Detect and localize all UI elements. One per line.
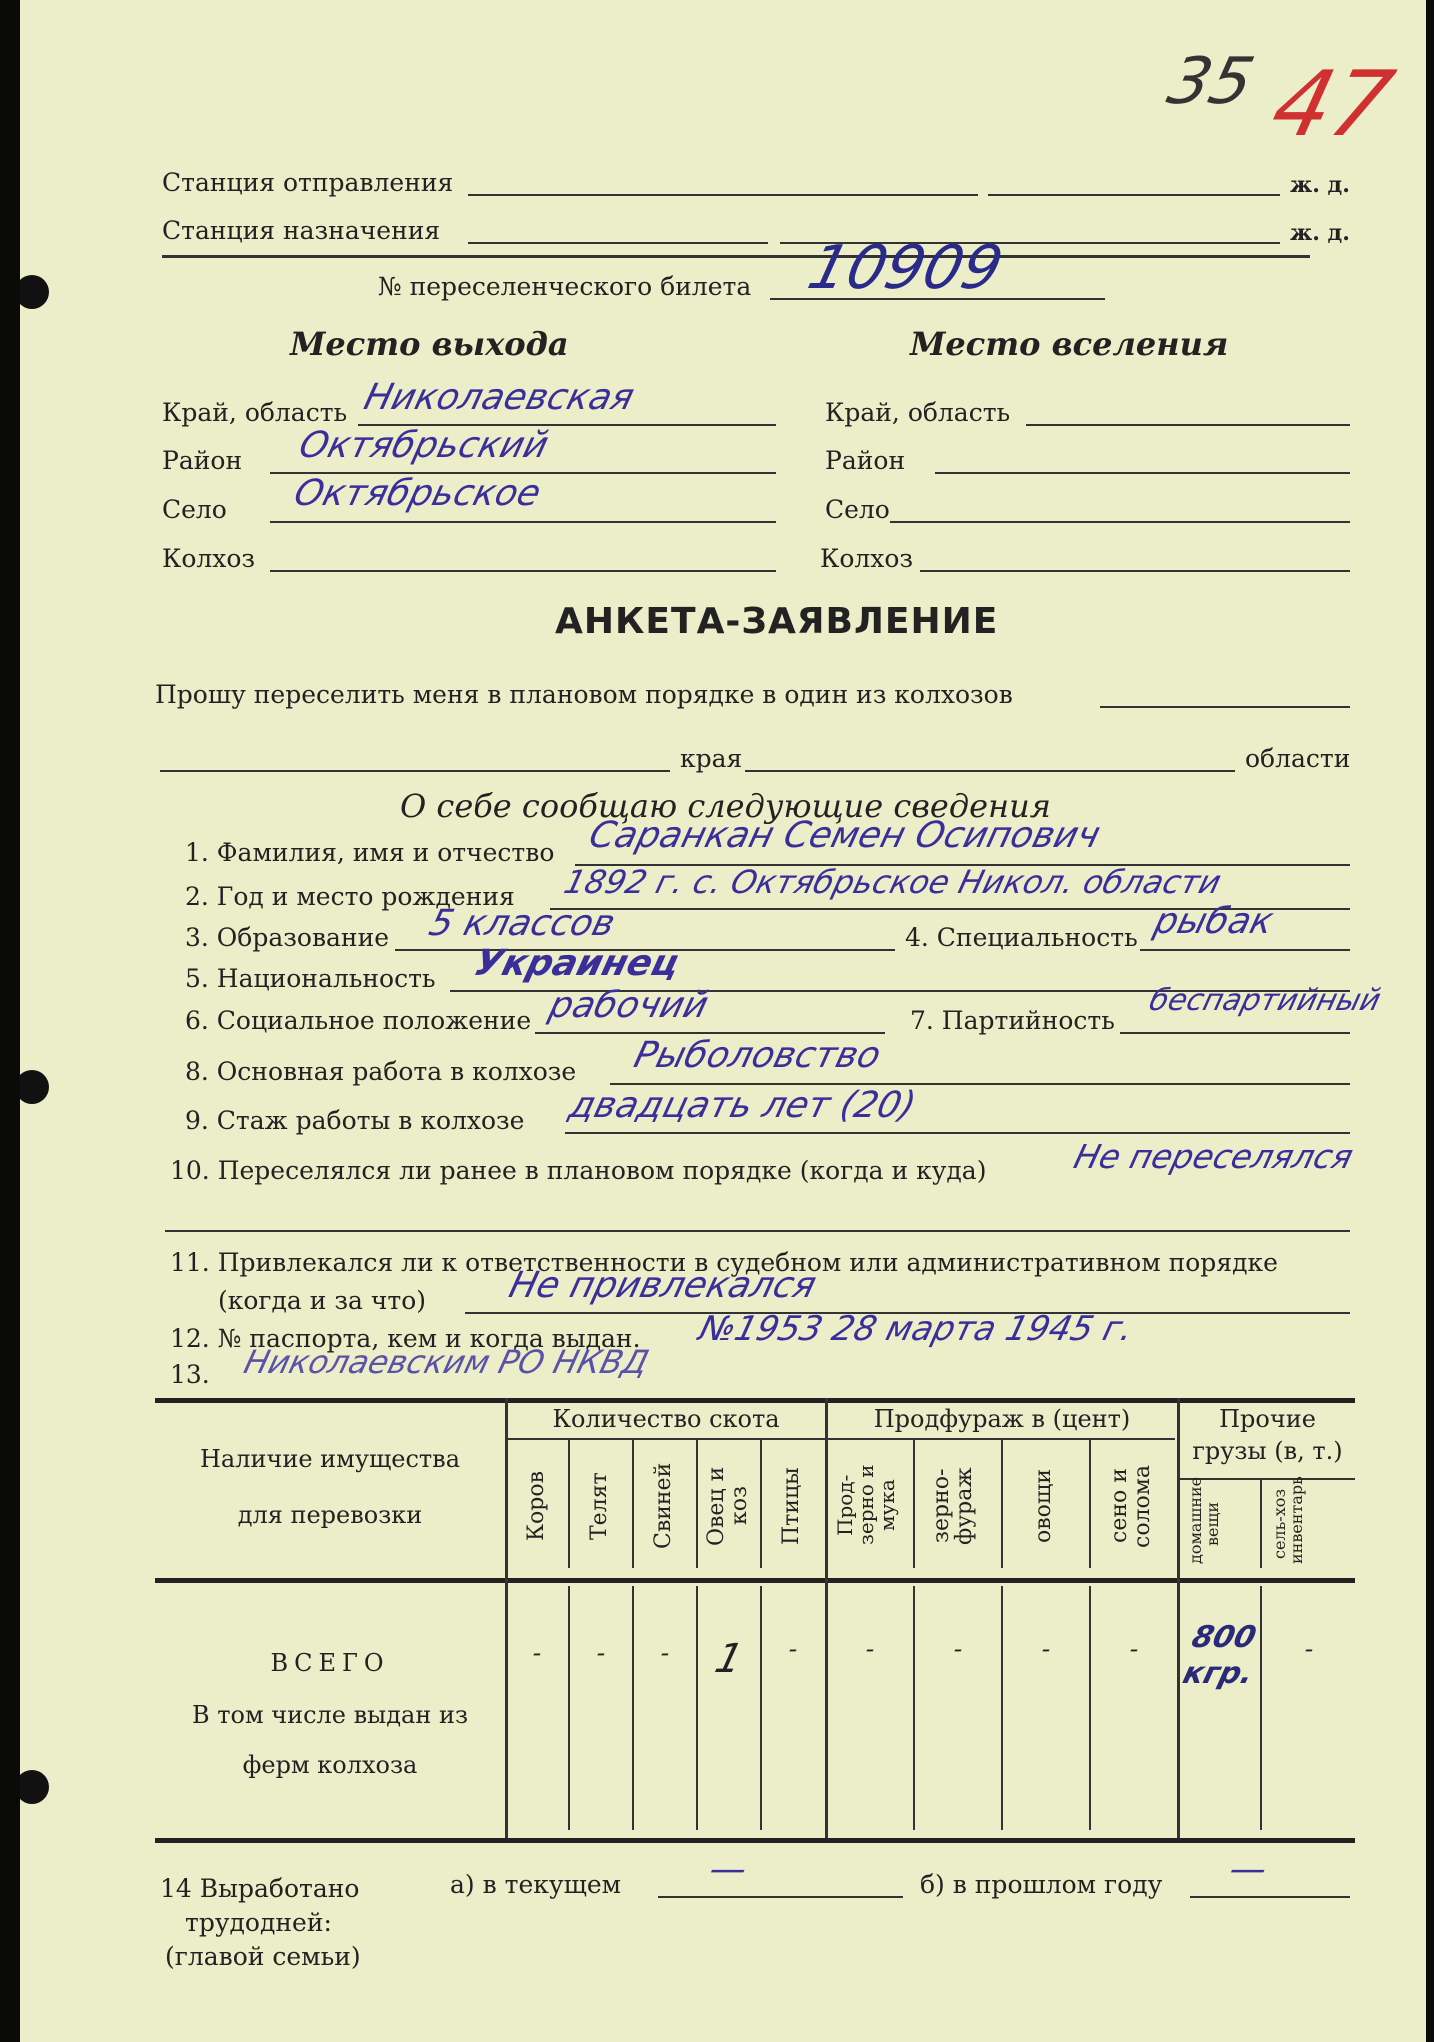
q8-answer: Рыболовство — [630, 1035, 885, 1076]
q12-answer: №1953 28 марта 1945 г. — [695, 1309, 1138, 1349]
col-grain-fodder: зерно-фураж — [929, 1467, 978, 1545]
col-divider — [1089, 1438, 1091, 1568]
col-calves: Телят — [587, 1472, 612, 1540]
q13-label: 13. — [170, 1360, 210, 1389]
col-divider — [913, 1438, 915, 1568]
origin-village-label: Село — [162, 495, 227, 524]
total-veg: - — [1038, 1635, 1055, 1663]
col-divider — [1001, 1438, 1003, 1568]
col-divider — [632, 1438, 634, 1568]
table-rowhead-2: для перевозки — [237, 1501, 423, 1529]
separator — [162, 255, 1310, 258]
table-divider — [505, 1398, 508, 1838]
dest-district-line — [935, 472, 1350, 474]
q6-label: 6. Социальное положение — [185, 1006, 532, 1035]
dest-district-label: Район — [825, 446, 906, 475]
q10-label: 10. Переселялся ли ранее в плановом порядке (когда и куда) — [170, 1156, 987, 1185]
col-vegetables: овощи — [1031, 1469, 1056, 1543]
col-divider — [1089, 1586, 1091, 1830]
col-grain-flour: Прод-зерно и мука — [833, 1464, 899, 1546]
group-other-2: грузы (в, т.) — [1192, 1437, 1343, 1465]
q7-answer: беспартийный — [1145, 983, 1385, 1018]
table-bottom-border — [155, 1838, 1355, 1843]
q1-label: 1. Фамилия, имя и отчество — [185, 838, 555, 867]
departure-line-2 — [988, 194, 1280, 196]
origin-kolkhoz-label: Колхоз — [162, 544, 256, 573]
total-poultry: - — [785, 1635, 802, 1663]
col-pigs: Свиней — [651, 1462, 676, 1550]
total-label: ВСЕГО — [270, 1649, 390, 1677]
workdays-label-1: 14 Выработано — [160, 1874, 360, 1903]
table-top-border — [155, 1398, 1355, 1403]
q11-answer: Не привлекался — [505, 1265, 821, 1306]
total-tools: - — [1301, 1635, 1318, 1663]
col-divider — [568, 1438, 570, 1568]
col-divider — [913, 1586, 915, 1830]
ticket-value: 10909 — [801, 233, 1010, 303]
origin-heading: Место выхода — [290, 325, 569, 363]
col-divider — [1260, 1478, 1262, 1568]
col-divider — [760, 1586, 762, 1830]
destination-label: Станция назначения — [162, 216, 441, 245]
dest-kolkhoz-label: Колхоз — [820, 544, 914, 573]
total-hay: - — [1126, 1635, 1143, 1663]
total-sheep: 1 — [710, 1636, 748, 1682]
workdays-label-3: (главой семьи) — [165, 1942, 361, 1971]
group-other-1: Прочие — [1219, 1405, 1316, 1433]
q9-answer: двадцать лет (20) — [565, 1085, 920, 1126]
rail-suffix: ж. д. — [1290, 220, 1350, 246]
archive-number: 35 — [1160, 45, 1261, 119]
group-fodder: Продфураж в (цент) — [873, 1405, 1131, 1433]
request-line — [1100, 706, 1350, 708]
q4-label: 4. Специальность — [905, 923, 1138, 952]
total-household: 800 кгр. — [1179, 1620, 1260, 1691]
q3-answer: 5 классов — [425, 903, 620, 944]
table-divider — [825, 1398, 828, 1838]
q11-sublabel: (когда и за что) — [218, 1286, 427, 1315]
destination-line — [468, 242, 768, 244]
col-poultry: Птицы — [779, 1467, 804, 1545]
ticket-label: № переселенческого билета — [378, 272, 752, 301]
q10-line — [165, 1230, 1350, 1232]
q7-line — [1120, 1032, 1350, 1034]
col-divider — [696, 1438, 698, 1568]
dest-village-line — [890, 521, 1350, 523]
q4-answer: рыбак — [1150, 901, 1278, 942]
col-divider — [632, 1586, 634, 1830]
rail-suffix: ж. д. — [1290, 172, 1350, 198]
dest-region-line — [1026, 424, 1350, 426]
table-header-border — [155, 1578, 1355, 1583]
q6-line — [535, 1032, 885, 1034]
col-divider — [1001, 1586, 1003, 1830]
col-divider — [568, 1586, 570, 1830]
group-livestock: Количество скота — [552, 1405, 780, 1433]
col-hay-straw: сено и солома — [1107, 1464, 1156, 1548]
request-text: Прошу переселить меня в плановом порядке в один из колхозов — [155, 680, 1013, 709]
q8-label: 8. Основная работа в колхозе — [185, 1057, 577, 1086]
total-calves: - — [593, 1639, 610, 1667]
table-rowhead-1: Наличие имущества — [199, 1445, 460, 1473]
q13-answer: Николаевским РО НКВД — [240, 1343, 653, 1381]
q12-label: 12. № паспорта, кем и когда выдан. — [170, 1324, 641, 1353]
q1-answer: Саранкан Семен Осипович — [585, 815, 1105, 856]
krai-label: края — [680, 744, 743, 773]
q9-label: 9. Стаж работы в колхозе — [185, 1106, 525, 1135]
origin-village-value: Октябрьское — [290, 473, 545, 514]
col-household: домашние вещи — [1186, 1476, 1222, 1564]
total-fodder: - — [950, 1635, 967, 1663]
col-divider — [760, 1438, 762, 1568]
workdays-label-2: трудодней: — [185, 1908, 332, 1937]
origin-district-value: Октябрьский — [295, 425, 553, 466]
q2-label: 2. Год и место рождения — [185, 882, 515, 911]
workdays-current-line — [658, 1896, 903, 1898]
krai-line — [160, 770, 670, 772]
incl-label-1: В том числе выдан из — [191, 1701, 469, 1729]
workdays-past-label: б) в прошлом году — [920, 1870, 1163, 1899]
total-cows: - — [529, 1639, 546, 1667]
workdays-past-value: — — [1225, 1849, 1272, 1890]
q11-label: 11. Привлекался ли к ответственности в судебном или административном порядке — [170, 1248, 1278, 1277]
document-page — [20, 0, 1426, 2042]
group3-underline — [1180, 1478, 1355, 1480]
workdays-current-label: а) в текущем — [450, 1870, 622, 1899]
punch-hole — [20, 1070, 49, 1104]
q3-label: 3. Образование — [185, 923, 390, 952]
total-pigs: - — [657, 1639, 674, 1667]
group2-underline — [825, 1438, 1175, 1440]
departure-label: Станция отправления — [162, 168, 454, 197]
origin-village-line — [270, 521, 776, 523]
workdays-current-value: — — [705, 1849, 752, 1890]
col-cows: Коров — [524, 1471, 549, 1541]
about-heading: О себе сообщаю следующие сведения — [400, 787, 1051, 825]
oblast-label: области — [1245, 744, 1351, 773]
col-sheep-goats: Овец и коз — [704, 1466, 753, 1546]
origin-district-label: Район — [162, 446, 243, 475]
incl-label-2: ферм колхоза — [242, 1751, 418, 1779]
q5-answer: Украинец — [470, 943, 684, 984]
col-farm-tools: сель-хоз инвентарь — [1270, 1476, 1306, 1564]
punch-hole — [20, 1770, 49, 1804]
form-title: АНКЕТА-ЗАЯВЛЕНИЕ — [555, 601, 999, 642]
q7-label: 7. Партийность — [910, 1006, 1115, 1035]
total-grain: - — [862, 1635, 879, 1663]
q9-line — [565, 1132, 1350, 1134]
punch-hole — [20, 275, 49, 309]
col-divider — [696, 1586, 698, 1830]
q2-answer: 1892 г. с. Октябрьское Никол. области — [560, 863, 1226, 901]
dest-region-label: Край, область — [825, 398, 1011, 427]
oblast-line — [745, 770, 1235, 772]
departure-line — [468, 194, 978, 196]
dest-kolkhoz-line — [920, 570, 1350, 572]
q10-answer: Не переселялся — [1070, 1137, 1358, 1176]
dest-village-label: Село — [825, 495, 890, 524]
origin-kolkhoz-line — [270, 570, 776, 572]
group1-underline — [505, 1438, 825, 1440]
destination-heading: Место вселения — [910, 325, 1229, 363]
archive-number-red: 47 — [1262, 52, 1403, 157]
workdays-past-line — [1190, 1896, 1350, 1898]
origin-region-label: Край, область — [162, 398, 348, 427]
q4-line — [1140, 949, 1350, 951]
q5-label: 5. Национальность — [185, 964, 436, 993]
origin-region-value: Николаевская — [360, 377, 639, 418]
q6-answer: рабочий — [545, 985, 713, 1026]
